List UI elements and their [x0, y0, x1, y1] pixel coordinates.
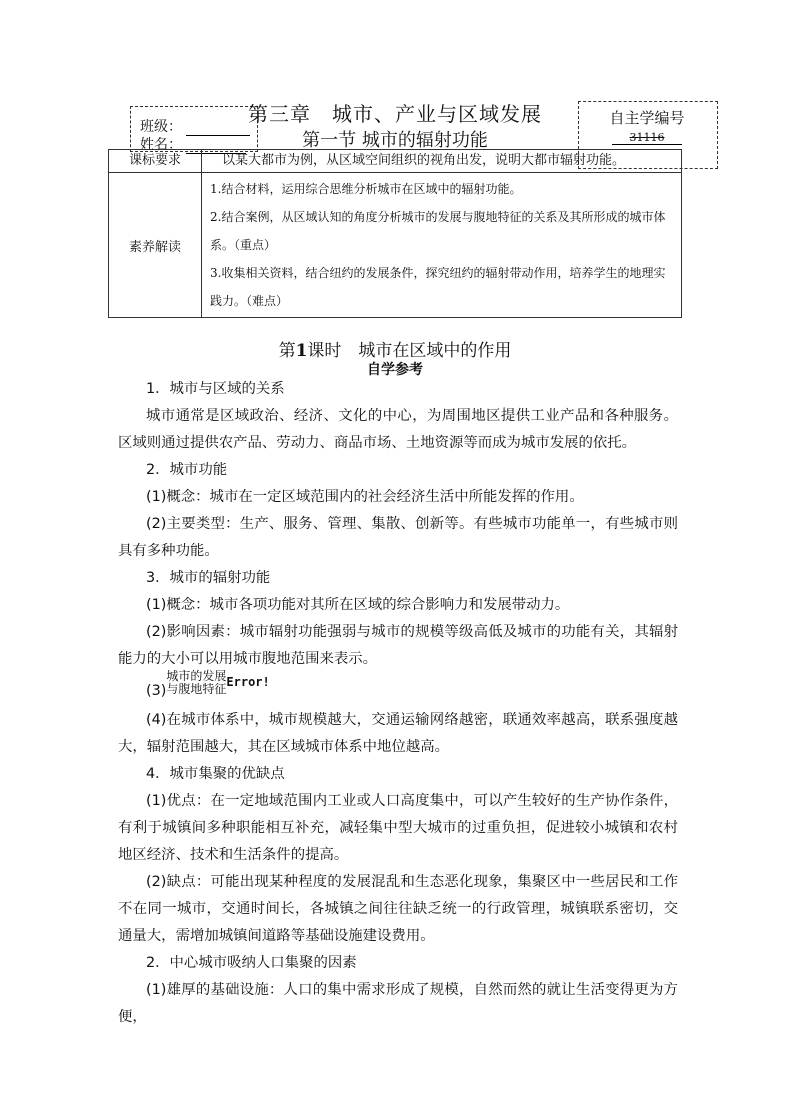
stacked-label: [166, 670, 226, 696]
lesson-title-text: 课时 城市在区域中的作用: [307, 341, 512, 361]
study-content: [118, 376, 678, 1031]
paragraph: (1)概念：城市各项功能对其所在区域的综合影响力和发展带动力。: [146, 597, 570, 613]
stacked-line: 与腹地特征: [166, 681, 227, 696]
section-heading: 4．城市集聚的优缺点: [146, 766, 285, 782]
curriculum-requirement: 以某大都市为例，从区域空间组织的视角出发，说明大都市辐射功能。: [202, 150, 682, 173]
paragraph: (2)缺点：可能出现某种程度的发展混乱和生态恶化现象，集聚区中一些居民和工作不在同一城市，交通时间长，各城镇之间往往缺乏统一的行政管理，城镇联系密切，交通量大，需增加城镇间道路等基础设施建设费用。: [118, 874, 678, 944]
lesson-title: [0, 336, 790, 361]
row-header-curriculum: 课标要求: [109, 150, 202, 173]
name-label: 姓名：: [140, 137, 182, 153]
requirements-table: [108, 149, 682, 318]
stacked-line: 城市的发展: [166, 668, 227, 683]
paragraph: 城市通常是区域政治、经济、文化的中心，为周围地区提供工业产品和各种服务。区域则通过提供农产品、劳动力、商品市场、土地资源等而成为城市发展的依托。: [118, 408, 678, 451]
section-heading: 1．城市与区域的关系: [146, 381, 285, 397]
section-heading: 2．中心城市吸纳人口集聚的因素: [146, 955, 357, 971]
formula-error: Error!: [226, 675, 270, 689]
paragraph: (2)影响因素：城市辐射功能强弱与城市的规模等级高低及城市的功能有关，其辐射能力的大小可以用城市腹地范围来表示。: [118, 624, 678, 667]
study-id-label: 自主学编号: [609, 109, 685, 127]
paragraph: (2)主要类型：生产、服务、管理、集散、创新等。有些城市功能单一，有些城市则具有多种功能。: [118, 516, 678, 559]
self-study-heading: 自学参考: [367, 362, 423, 378]
paragraph: (1)雄厚的基础设施：人口的集中需求形成了规模，自然而然的就让生活变得更为方便，: [118, 982, 678, 1025]
paragraph: (1)概念：城市在一定区域范围内的社会经济生活中所能发挥的作用。: [146, 489, 584, 505]
table-row: [109, 173, 682, 318]
table-row: [109, 150, 682, 173]
literacy-item: 2.结合案例，从区域认知的角度分析城市的发展与腹地特征的关系及其所形成的城市体系。（重点）: [210, 210, 666, 252]
paragraph: (4)在城市体系中，城市规模越大，交通运输网络越密，联通效率越高，联系强度越大，辐射范围越大，其在区域城市体系中地位越高。: [118, 712, 678, 755]
section-heading: 2．城市功能: [146, 462, 228, 478]
chapter-title: 第三章 城市、产业与区域发展: [248, 102, 542, 126]
literacy-item: 1.结合材料，运用综合思维分析城市在区域中的辐射功能。: [210, 182, 522, 196]
paragraph: (1)优点：在一定地域范围内工业或人口高度集中，可以产生较好的生产协作条件，有利于城镇间多种职能相互补充，减轻集中型大城市的过重负担，促进较小城镇和农村地区经济、技术和生活条件的提高。: [118, 793, 678, 863]
literacy-interpretation: [202, 173, 682, 318]
section-heading: 3．城市的辐射功能: [146, 570, 271, 586]
lesson-prefix: 第: [278, 341, 296, 361]
class-label: 班级：: [140, 119, 182, 135]
lesson-number: 1: [295, 341, 308, 361]
paragraph: [118, 668, 678, 707]
literacy-item: 3.收集相关资料，结合纽约的发展条件，探究纽约的辐射带动作用，培养学生的地理实践力。（难点）: [210, 266, 666, 308]
row-header-literacy: 素养解读: [109, 173, 202, 318]
study-id-number: 31116: [612, 131, 682, 145]
item-prefix: (3): [146, 682, 167, 699]
section-title: 第一节 城市的辐射功能: [302, 130, 488, 151]
